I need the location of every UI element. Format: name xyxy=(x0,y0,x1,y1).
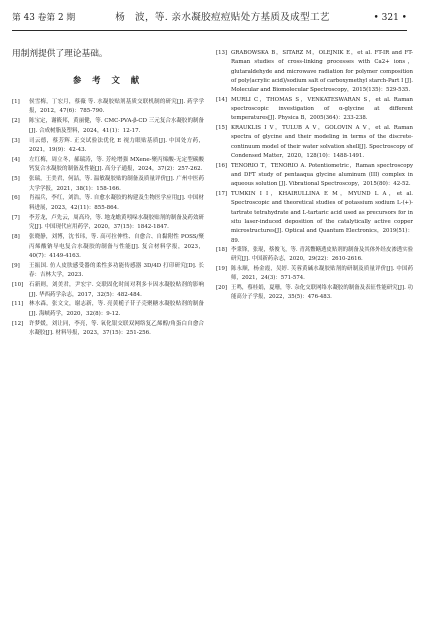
left-column xyxy=(12,49,204,339)
reference-item xyxy=(12,175,204,194)
issue-label: 第 43 卷第 2 期 xyxy=(12,12,76,23)
reference-number: [12] xyxy=(12,320,24,327)
reference-number: [14] xyxy=(216,96,228,103)
reference-item xyxy=(12,98,204,117)
reference-number: [13] xyxy=(216,50,228,56)
reference-item xyxy=(216,124,413,161)
reference-text: MURLI C，THOMAS S，VENKATESWARAN S，et al. Raman spectroscopic investigation of α-glycine at different temperatures[J]. Physica B，2005(364)：233-238. xyxy=(231,96,413,122)
reference-item xyxy=(216,49,413,95)
references-heading: 参 考 文 献 xyxy=(72,75,144,85)
reference-number: [16] xyxy=(216,162,228,169)
reference-number: [3] xyxy=(12,137,20,144)
reference-text: 肖福兵，李红，刘浩，等. 自愈水凝胶的构建及生物医学应用[J]. 中国材料进展，2023，42(11)：855-864. xyxy=(29,195,204,211)
reference-number: [1] xyxy=(12,99,20,105)
reference-item xyxy=(12,156,204,175)
reference-item xyxy=(12,117,204,136)
reference-text: TUMKIN I I，KHAIRULLINA E M，MYUND L A，et al. Spectroscopic and theoretical studies of potassium sodium L-(+)-tartrate tetrahydrate and L-tartaric acid used as precursors for in situ laser-induced deposition of the catalytically active copper microstructures[J]. Optical and Quantum Electronics，2019(51)：89. xyxy=(231,191,413,244)
reference-number: [10] xyxy=(12,282,24,289)
reference-text: 张晓静，刘博，沈书玮，等. 高可拉伸性、自愈合、自黏附性 POSS/聚丙烯酸钠导电复合水凝胶的制备与性能[J]. 复合材料学报，2023，40(7)：4149-4163. xyxy=(29,234,204,259)
reference-number: [9] xyxy=(12,262,20,269)
reference-item xyxy=(216,162,413,190)
reference-number: [20] xyxy=(216,285,228,292)
reference-number: [2] xyxy=(12,118,20,125)
reference-number: [5] xyxy=(12,176,20,183)
reference-item xyxy=(12,233,204,261)
right-column xyxy=(216,49,413,339)
reference-text: TENORIO T，TENORIO A. Potentiometric，Raman spectroscopy and DFT study of pentaaqua glycine aluminum (III) complex in aqueous solution [J]. Vibrational Spectroscopy，2015(80)：42-52. xyxy=(231,162,413,188)
reference-number: [19] xyxy=(216,266,228,273)
reference-item xyxy=(216,265,413,284)
references-left-list xyxy=(12,98,204,339)
reference-number: [17] xyxy=(216,191,228,198)
reference-number: [11] xyxy=(12,301,24,308)
reference-number: [6] xyxy=(12,195,20,202)
reference-text: 张瑞，王美君，何喆，等. 温敏凝胶贴的制备及质量评价[J]. 广州中医药大学学报，2021，38(1)：158-166. xyxy=(29,176,204,192)
reference-text: 林水森，张文文，谢志新，等. 亮黄栀子苷子壳聚糖水凝胶贴剂的制备[J]. 海峡药学，2020，32(8)：9-12. xyxy=(29,301,204,317)
reference-text: KRAUKLIS I V，TULUB A V，GOLOVIN A V，et al. Raman spectra of glycine and their modeling in terms of the discrete-continuum model of their water solvation shell[J]. Spectroscopy of Condensed Matter，2020，128(10)：1488-1491. xyxy=(231,125,413,160)
reference-item xyxy=(12,137,204,156)
reference-text: 许梦媛，刘让同，李亮，等. 氧化银交联双网络复乙烯醇/角蛋白自愈合水凝胶[J]. 材料导报，2023，37(15)：251-256. xyxy=(29,320,204,337)
reference-text: 石新则，刘美君，尹宏宇. 交联固化时间对利多卡因水凝胶贴剂的影响[J]. 华西药学杂志，2017，32(5)：482-484. xyxy=(29,282,204,298)
reference-text: 陈宝定，谢筱邦，黄丽健，等. CMC-PVA-β-CD 三元复合水凝胶的制备[J]. 合成树脂及塑料，2024，41(1)：12-17. xyxy=(29,118,204,134)
reference-number: [15] xyxy=(216,125,228,132)
reference-text: 王鸣，蔡桂娟，夏珊，等. 杂化交联网络水凝胶的制备及表征性能研究[J]. 功能高分子学报，2022，35(5)：476-483. xyxy=(231,285,413,301)
reference-item xyxy=(12,194,204,213)
reference-number: [8] xyxy=(12,234,20,241)
reference-text: 王振国. 仿人皮肤感受器的柔性多功能传感器 3D/4D 打印研究[D]. 长春：吉林大学，2023. xyxy=(29,262,204,279)
reference-text: 李秉锋，张琨，蔡俊飞，等. 青蒿鳖鳝透皮贴剂的制备及其体外经皮渗透实验研究[J]. 中国新药杂志，2020，29(22)：2610-2616. xyxy=(231,247,413,263)
reference-item xyxy=(216,96,413,124)
reference-text: 左红梅，周立冬，郝瑞涛，等. 芳纶增强 MXene-聚丙烯酸-无定型碳酸钙复合水凝胶的制备及性能[J]. 高分子通报，2024，37(2)：257-262. xyxy=(29,156,204,173)
page-number: • 321 • xyxy=(373,12,407,23)
reference-item xyxy=(216,246,413,265)
reference-number: [7] xyxy=(12,214,20,221)
reference-text: 侯雪梅，丁宏月，蔡薇 等. 水凝胶贴剂基质交联机制的研究[J]. 药学学报，2012，47(6)：785-790. xyxy=(29,99,204,115)
reference-text: 陈永顺，杨金霞，吴婷. 芙蓉黄碱水凝胶贴剂的研制及质量评价[J]. 中国药师，2021，24(3)：571-574. xyxy=(231,266,413,282)
reference-item xyxy=(12,320,204,339)
page-header xyxy=(12,10,407,31)
references-right-list xyxy=(216,49,413,303)
reference-item xyxy=(12,262,204,281)
reference-text: GRABOWSKA B，SITARZ M，OLEJNIK E，et al. FT-IR and FT-Raman studies of cross-linking processes with Ca2+ ions，glutaraldehyde and microwave radiation for polymer composition of poly(acrylic acid)/sodium salt of carboxymethyl starch-Part I [J]. Molecular and Biomolecular Spectroscopy，2015(135)：529-535. xyxy=(231,50,413,94)
reference-text: 司云德，蔡芳辉. 正交试验法优化 E 视力眼贴基质[J]. 中国处方药，2021，19(9)：42-43. xyxy=(29,137,204,154)
reference-item xyxy=(216,284,413,303)
reference-text: 李芳龙，卢先云，周高玲，等. 地龙蟾黄吲哚水凝胶贴剂的制备及药效研究[J]. 中国现代应用药学，2020，37(15)：1842-1847. xyxy=(29,214,204,231)
reference-item xyxy=(216,190,413,246)
reference-item xyxy=(12,300,204,319)
intro-text: 用制剂提供了理论基础。 xyxy=(12,49,108,59)
content-columns xyxy=(12,49,413,339)
reference-item xyxy=(12,214,204,233)
reference-number: [18] xyxy=(216,247,228,254)
reference-item xyxy=(12,281,204,300)
reference-number: [4] xyxy=(12,156,20,163)
running-title: 杨 波，等. 亲水凝胶痘痘贴处方基质及成型工艺 xyxy=(115,12,330,24)
